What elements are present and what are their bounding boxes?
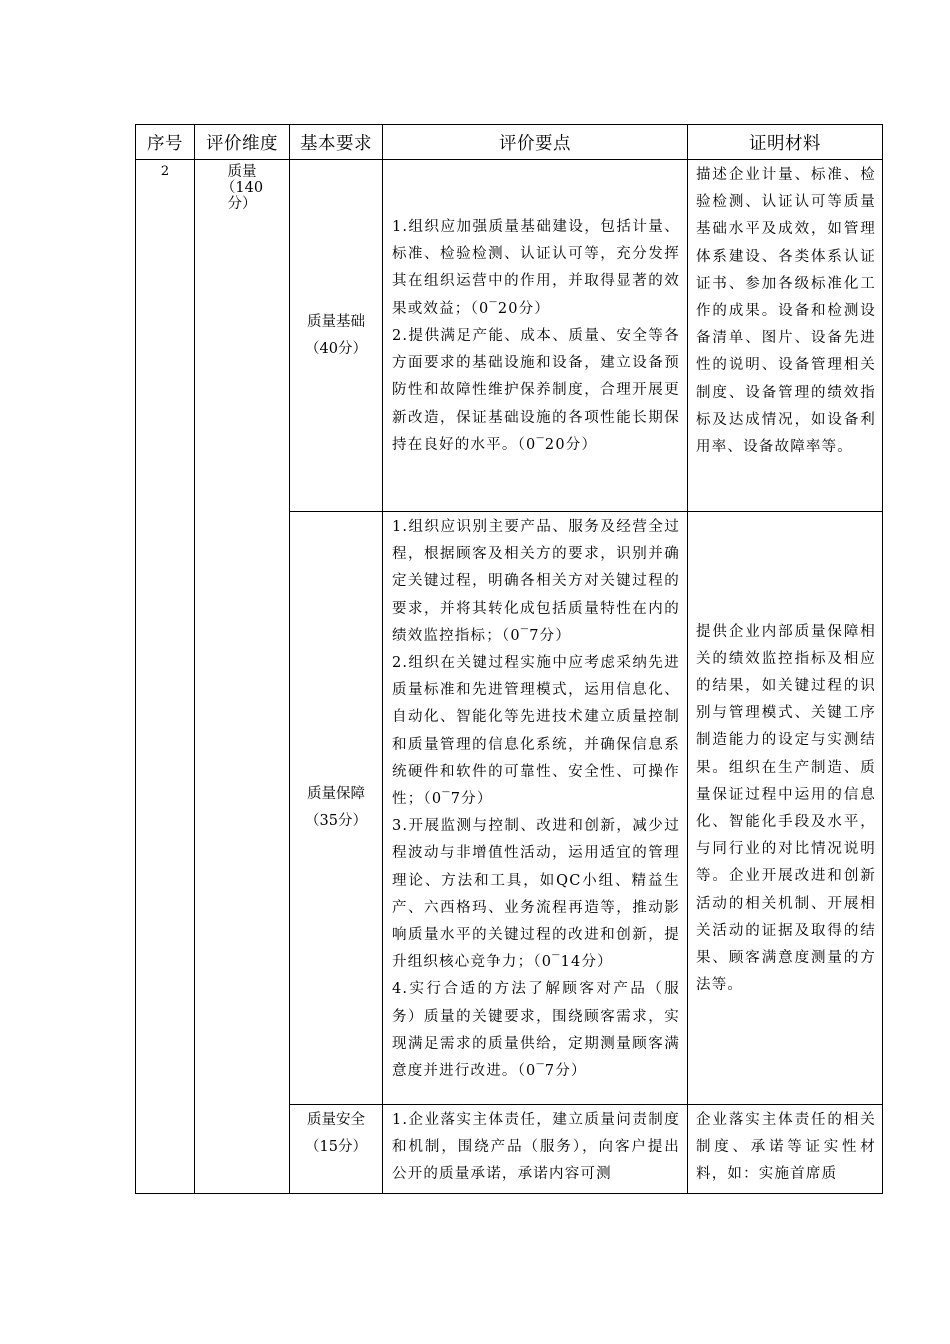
point-item: 4.实行合适的方法了解顾客对产品（服务）质量的关键要求，围绕顾客需求，实现满足需求的质量供给，定期测量顾客满意度并进行改进。（0‾7分）: [392, 981, 680, 1080]
requirement-name: 质量基础: [307, 313, 365, 330]
table-row: [136, 160, 883, 512]
point-item: 1.企业落实主体责任，建立质量问责制度和机制，围绕产品（服务），向客户提出公开的质量承诺，承诺内容可测: [392, 1112, 680, 1183]
evidence-cell: 描述企业计量、标准、检验检测、认证认可等质量基础水平及成效，如管理体系建设、各类体系认证证书、参加各级标准化工作的成果。设备和检测设备清单、图片、设备先进性的说明、设备管理相关制度、设备管理的绩效指标及达成情况，如设备利用率、设备故障率等。: [688, 160, 883, 512]
header-seq: 序号: [136, 125, 195, 160]
dimension-cell: [195, 160, 290, 1194]
points-cell: [383, 512, 688, 1105]
point-item: 2.组织在关键过程实施中应考虑采纳先进质量标准和先进管理模式，运用信息化、自动化、智能化等先进技术建立质量控制和质量管理的信息化系统，并确保信息系统硬件和软件的可靠性、安全性、可操作性；（0‾7分）: [392, 655, 680, 808]
dimension-score: （140: [220, 180, 264, 196]
requirement-score: （40分）: [305, 340, 367, 357]
evidence-cell: 提供企业内部质量保障相关的绩效监控指标及相应的结果，如关键过程的识别与管理模式、关键工序制造能力的设定与实测结果。组织在生产制造、质量保证过程中运用的信息化、智能化手段及水平，与同行业的对比情况说明等。企业开展改进和创新活动的相关机制、开展相关活动的证据及取得的结果、顾客满意度测量的方法等。: [688, 512, 883, 1105]
point-item: 2.提供满足产能、成本、质量、安全等各方面要求的基础设施和设备，建立设备预防性和故障性维护保养制度，合理开展更新改造，保证基础设施的各项性能长期保持在良好的水平。（0‾20分）: [392, 327, 680, 453]
point-item: 1.组织应识别主要产品、服务及经营全过程，根据顾客及相关方的要求，识别并确定关键过程，明确各相关方对关键过程的要求，并将其转化成包括质量特性在内的绩效监控指标；（0‾7分）: [392, 519, 680, 644]
dimension-name: 质量: [227, 164, 257, 180]
requirement-score: （35分）: [305, 813, 367, 829]
points-cell: [383, 1105, 688, 1194]
evaluation-table: [135, 124, 883, 1194]
seq-cell: 2: [136, 160, 195, 1194]
requirement-cell: [290, 512, 383, 1105]
requirement-cell: [290, 160, 383, 512]
points-cell: [383, 160, 688, 512]
requirement-score: （15分）: [305, 1139, 367, 1155]
requirement-name: 质量保障: [307, 786, 365, 802]
point-item: 3.开展监测与控制、改进和创新，减少过程波动与非增值性活动，运用适宜的管理理论、方法和工具，如QC小组、精益生产、六西格玛、业务流程再造等，推动影响质量水平的关键过程的改进和创新，提升组织核心竞争力；（0‾14分）: [392, 818, 680, 971]
evidence-cell: 企业落实主体责任的相关制度、承诺等证实性材料，如：实施首席质: [688, 1105, 883, 1194]
header-row: [136, 125, 883, 160]
header-points: 评价要点: [383, 125, 688, 160]
requirement-cell: [290, 1105, 383, 1194]
dimension-score-tail: 分）: [227, 196, 257, 212]
point-item: 1.组织应加强质量基础建设，包括计量、标准、检验检测、认证认可等，充分发挥其在组织运营中的作用，并取得显著的效果或效益；（0‾20分）: [392, 219, 680, 317]
header-dimension: 评价维度: [195, 125, 290, 160]
header-requirement: 基本要求: [290, 125, 383, 160]
header-evidence: 证明材料: [688, 125, 883, 160]
requirement-name: 质量安全: [307, 1112, 365, 1128]
